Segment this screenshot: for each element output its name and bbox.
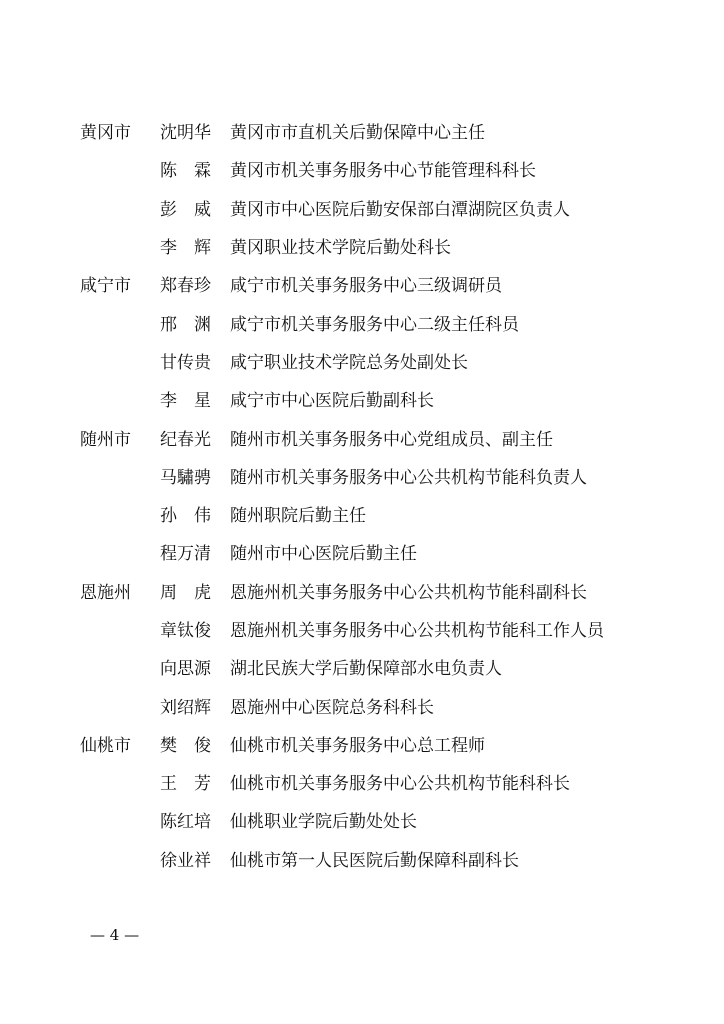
list-item xyxy=(80,152,700,190)
list-item xyxy=(80,688,700,726)
list-item xyxy=(80,229,700,267)
person-name: 陈红培 xyxy=(160,812,211,833)
person-title: 随州市机关事务服务中心公共机构节能科负责人 xyxy=(230,467,587,488)
person-title: 恩施州中心医院总务科科长 xyxy=(230,697,434,718)
list-item xyxy=(80,650,700,688)
list-item xyxy=(80,535,700,573)
person-title: 咸宁市中心医院后勤副科长 xyxy=(230,391,434,412)
person-title: 仙桃市机关事务服务中心总工程师 xyxy=(230,735,485,756)
person-name: 李 辉 xyxy=(160,238,211,259)
list-item xyxy=(80,803,700,841)
person-name: 邢 渊 xyxy=(160,314,211,335)
list-item xyxy=(80,267,700,305)
region-label: 恩施州 xyxy=(80,582,131,603)
list-item xyxy=(80,305,700,343)
list-item xyxy=(80,574,700,612)
list-item xyxy=(80,191,700,229)
person-name: 周 虎 xyxy=(160,582,211,603)
person-title: 随州市中心医院后勤主任 xyxy=(230,544,417,565)
person-name: 章钛俊 xyxy=(160,621,211,641)
person-title: 黄冈市市直机关后勤保障中心主任 xyxy=(230,123,485,144)
region-label: 黄冈市 xyxy=(80,123,131,144)
person-name: 樊 俊 xyxy=(160,735,211,756)
person-title: 随州职院后勤主任 xyxy=(230,506,366,527)
list-item xyxy=(80,114,700,152)
person-title: 随州市机关事务服务中心党组成员、副主任 xyxy=(230,429,553,450)
list-item xyxy=(80,842,700,880)
region-label: 仙桃市 xyxy=(80,735,131,756)
person-title: 恩施州机关事务服务中心公共机构节能科工作人员 xyxy=(230,621,604,641)
person-title: 湖北民族大学后勤保障部水电负责人 xyxy=(230,659,502,680)
person-name: 刘绍辉 xyxy=(160,697,211,718)
list-item xyxy=(80,420,700,458)
person-title: 恩施州机关事务服务中心公共机构节能科副科长 xyxy=(230,582,587,603)
person-name: 徐业祥 xyxy=(160,850,211,871)
region-label: 随州市 xyxy=(80,429,131,450)
person-title: 黄冈市中心医院后勤安保部白潭湖院区负责人 xyxy=(230,199,570,220)
person-name: 甘传贵 xyxy=(160,352,211,373)
list-item xyxy=(80,727,700,765)
person-title: 黄冈市机关事务服务中心节能管理科科长 xyxy=(230,161,536,182)
person-name: 李 星 xyxy=(160,391,211,412)
roster-list xyxy=(80,114,700,880)
person-name: 郑春珍 xyxy=(160,276,211,297)
person-title: 仙桃市机关事务服务中心公共机构节能科科长 xyxy=(230,774,570,795)
person-name: 沈明华 xyxy=(160,123,211,144)
list-item xyxy=(80,459,700,497)
person-name: 纪春光 xyxy=(160,429,211,450)
person-name: 孙 伟 xyxy=(160,506,211,527)
list-item xyxy=(80,497,700,535)
list-item xyxy=(80,765,700,803)
person-title: 仙桃职业学院后勤处处长 xyxy=(230,812,417,833)
person-name: 向思源 xyxy=(160,659,211,680)
list-item xyxy=(80,612,700,650)
person-title: 咸宁职业技术学院总务处副处长 xyxy=(230,352,468,373)
person-name: 彭 威 xyxy=(160,199,211,220)
list-item xyxy=(80,382,700,420)
person-name: 陈 霖 xyxy=(160,161,211,182)
person-title: 仙桃市第一人民医院后勤保障科副科长 xyxy=(230,850,519,871)
person-name: 程万清 xyxy=(160,544,211,565)
page-number: — 4 — xyxy=(90,926,140,944)
region-label: 咸宁市 xyxy=(80,276,131,297)
person-name: 马驌骋 xyxy=(160,467,211,488)
list-item xyxy=(80,344,700,382)
person-title: 咸宁市机关事务服务中心三级调研员 xyxy=(230,276,502,297)
person-name: 王 芳 xyxy=(160,774,211,795)
person-title: 咸宁市机关事务服务中心二级主任科员 xyxy=(230,314,519,335)
person-title: 黄冈职业技术学院后勤处科长 xyxy=(230,238,451,259)
